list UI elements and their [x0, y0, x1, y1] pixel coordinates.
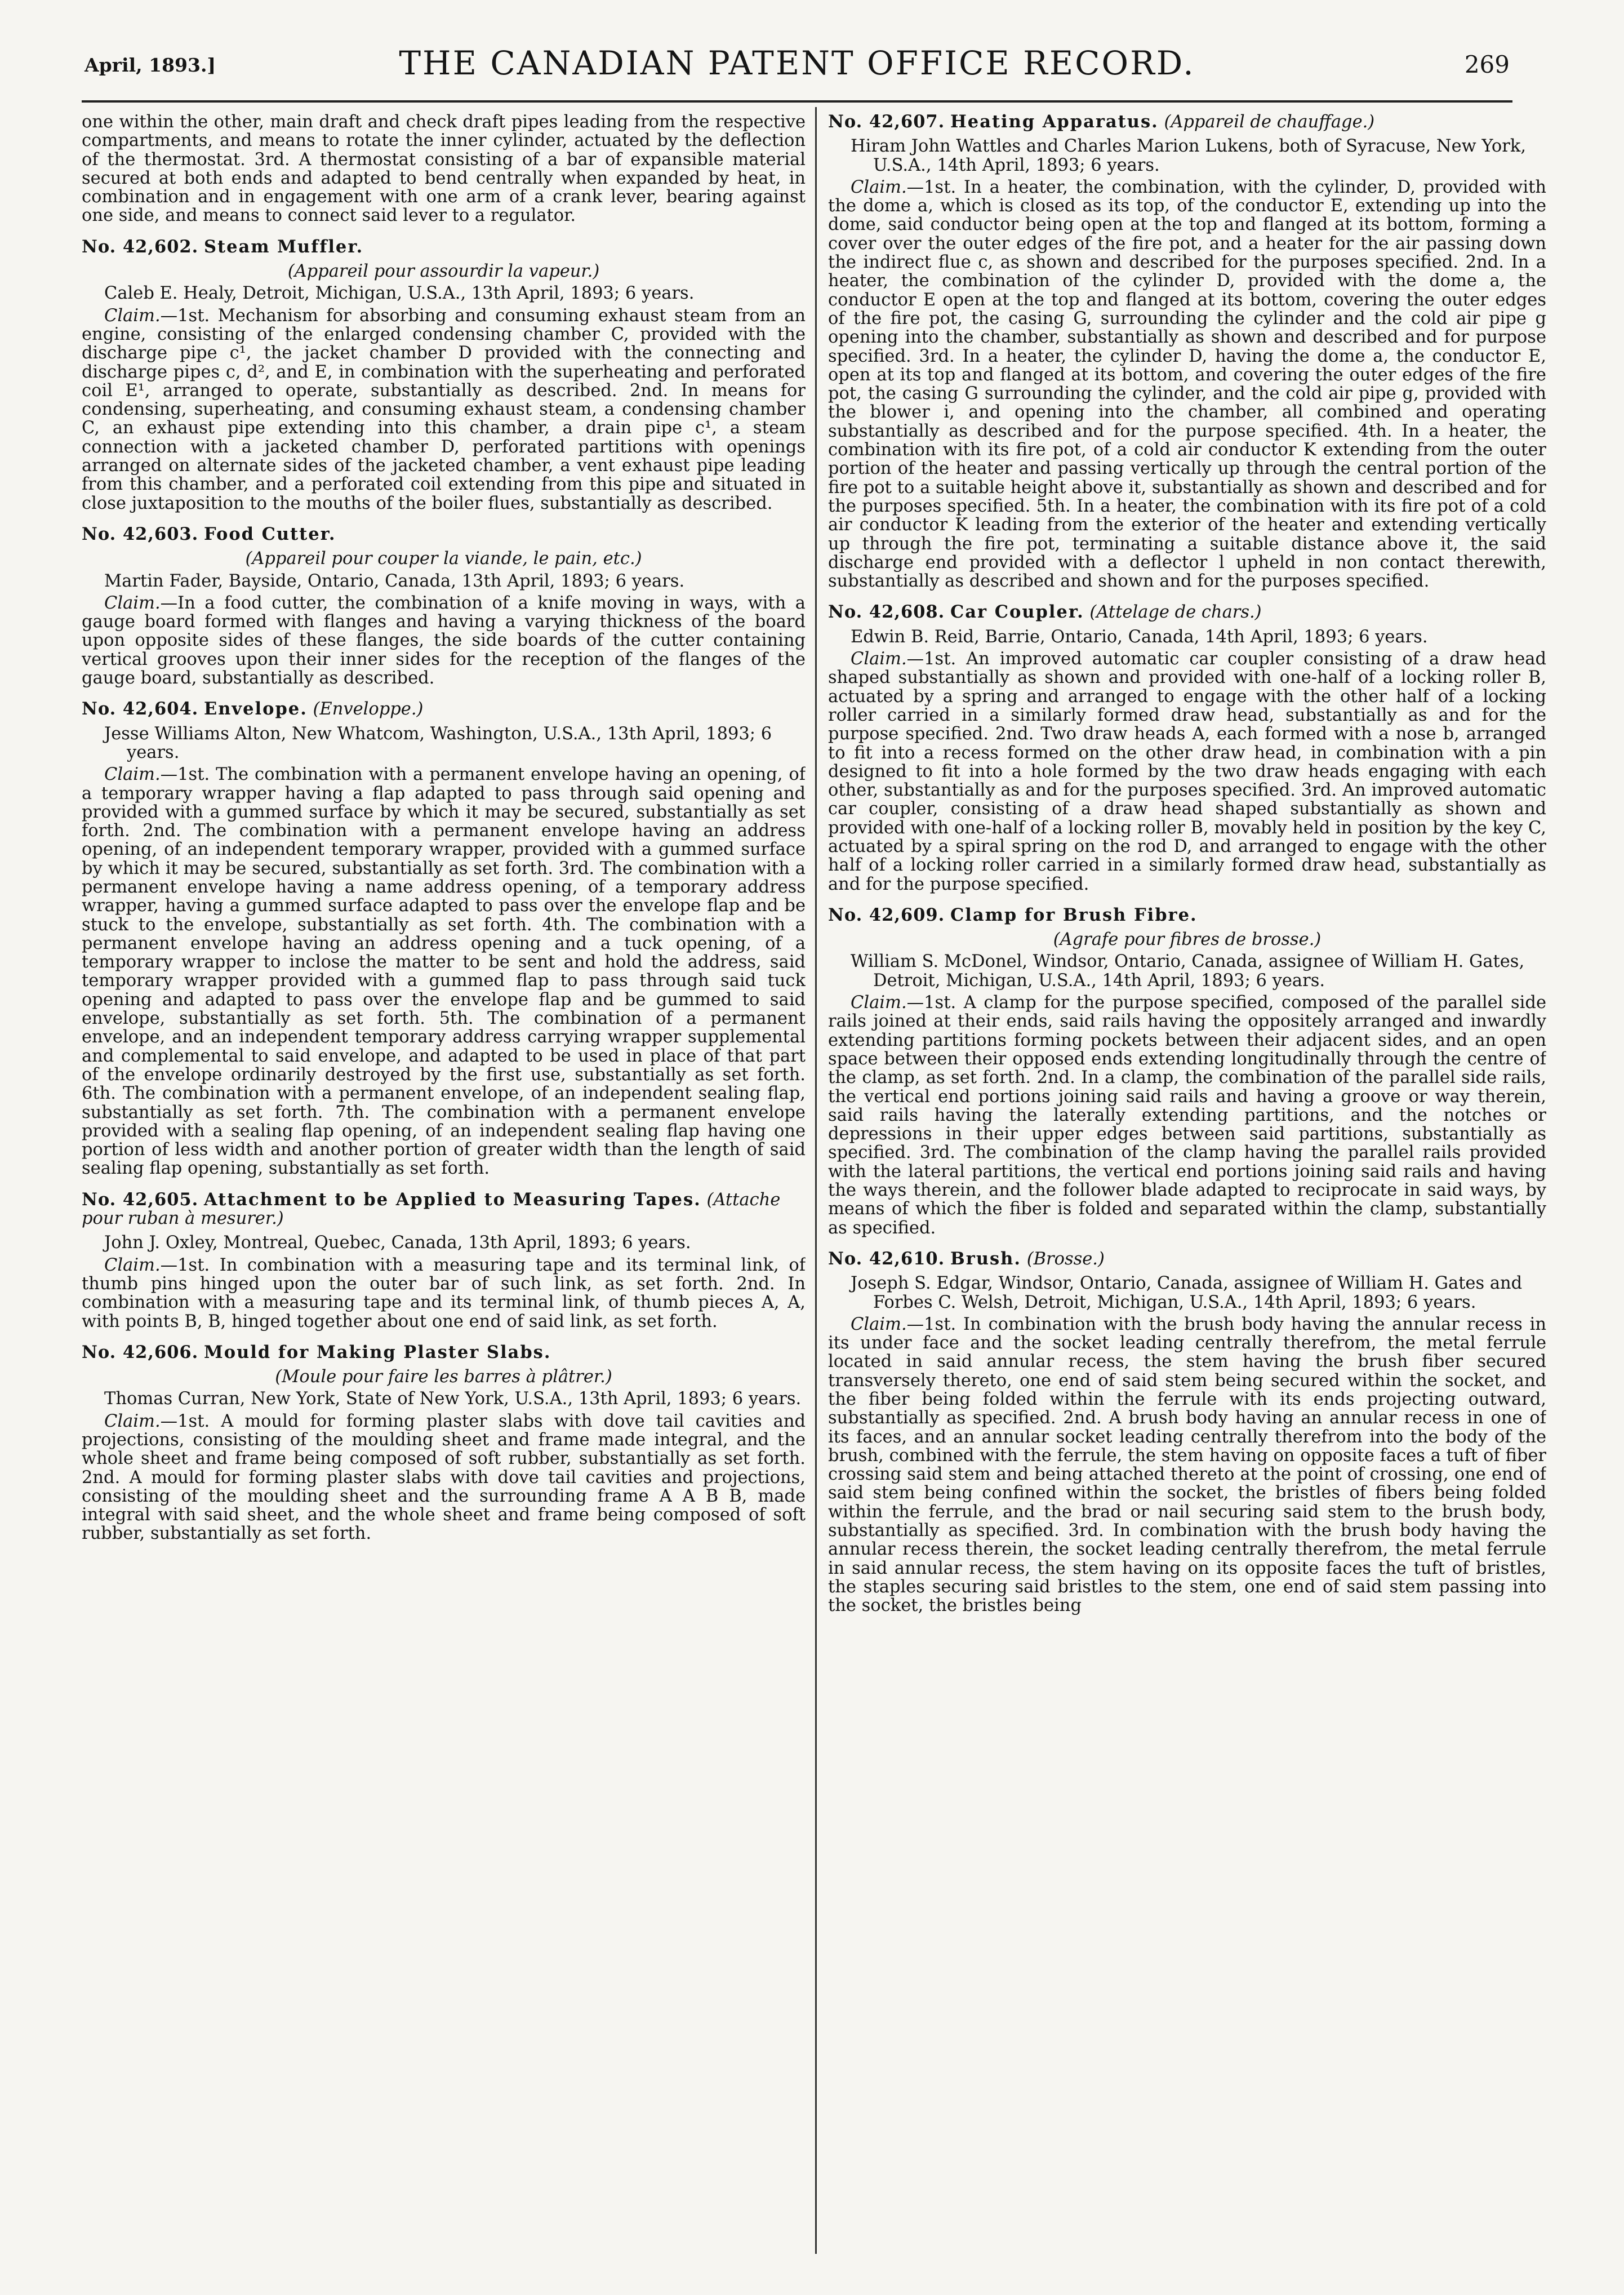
left-column: [82, 113, 806, 2254]
patent-number: No. 42,605.: [82, 1189, 199, 1210]
inventor-info: Hiram John Wattles and Charles Marion Lukens, both of Syracuse, New York, U.S.A., 14th April, 1893; 6 years.: [851, 136, 1527, 175]
entry-heading: [82, 525, 806, 544]
claim-label: Claim.: [104, 765, 161, 785]
patent-name: Food Cutter.: [203, 523, 336, 544]
entry-heading: [828, 113, 1546, 131]
column-divider: [815, 107, 817, 2254]
patent-number: No. 42,609.: [828, 904, 945, 925]
claim-text: [828, 1315, 1546, 1615]
inventor-info: Caleb E. Healy, Detroit, Michigan, U.S.A., 13th April, 1893; 6 years.: [104, 283, 695, 304]
claim-label: Claim.: [851, 649, 907, 669]
continued-claim-text: one within the other, main draft and check draft pipes leading from the respective compartments, and means to rotate the inner cylinder, actuated by the deflection of the thermostat. 3rd. A thermostat consisting of a bar of expansible material secured at both ends and adapted to bend centrally when expanded by heat, in combination and in engagement with one arm of a crank lever, bearing against one side, and means to connect said lever to a regulator.: [82, 113, 806, 226]
patent-name: Mould for Making Plaster Slabs.: [203, 1342, 551, 1362]
claim-label: Claim.: [104, 1255, 161, 1275]
patent-number: No. 42,610.: [828, 1248, 945, 1269]
patent-number: No. 42,604.: [82, 699, 199, 720]
claim-body: —1st. The combination with a permanent envelope having an opening, of a temporary wrapper having a flap adapted to pass through said opening and provided with a gummed surface by which it may be secured, substantially as set forth. 2nd. The combination with a permanent envelope having an address opening, of an independent temporary wrapper, provided with a gummed surface by which it may be secured, substantially as set forth. 3rd. The combination with a permanent envelope having a name address opening, of a temporary address wrapper, having a gummed surface adapted to pass over the envelope flap and be stuck to the envelope, substantially as set forth. 4th. The combination with a permanent envelope having an address opening and a tuck opening, of a temporary wrapper to inclose the matter to be sent and hold the address, said temporary wrapper provided with a gummed flap to pass through said tuck opening and adapted to pass over the envelope flap and be gummed to said envelope, substantially as set forth. 5th. The combination of a permanent envelope, and an independent temporary address carrying wrapper supplemental and complemental to said envelope, and adapted to be used in place of that part of the envelope ordinarily destroyed by the first use, substantially as set forth. 6th. The combination with a permanent envelope, of an independent sealing flap, substantially as set forth. 7th. The combination with a permanent envelope provided with a sealing flap opening, of an independent sealing flap having one portion of less width and another portion of greater width than the length of said sealing flap opening, substantially as set forth.: [82, 765, 806, 1179]
patent-entry-42602: [82, 238, 806, 513]
claim-label: Claim.: [104, 1411, 161, 1431]
claim-body: —1st. An improved automatic car coupler consisting of a draw head shaped substantially as shown and provided with one-half of a locking roller B, actuated by a spring and arranged to engage with the other half of a locking roller carried in a similarly formed draw head, substantially as and for the purpose specified. 2nd. Two draw heads A, each formed with a nose b, arranged to fit into a recess formed on the other draw head, in combination with a pin designed to fit into a hole formed by the two draw heads engaging with each other, substantially as and for the purposes specified. 3rd. An improved automatic car coupler, consisting of a draw head shaped substantially as shown and provided with one-half of a locking roller B, movably held in position by the key C, actuated by a spiral spring on the rod D, and arranged to engage with the other half of a locking roller carried in a similarly formed draw head, substantially as and for the purpose specified.: [828, 649, 1546, 894]
patent-name: Brush.: [950, 1248, 1021, 1269]
claim-label: Claim.: [851, 177, 907, 197]
entry-heading: [82, 1343, 806, 1362]
claim-body: —1st. In combination with the brush body having the annular recess in its under face and the socket leading centrally therefrom, the metal ferrule located in said annular recess, the stem having the brush fiber secured transversely thereto, one end of said stem being secured within the socket, and the fiber being folded within the ferrule with its ends projecting outward, substantially as specified. 2nd. A brush body having an annular recess in one of its faces, and an annular socket leading centrally therefrom into the body of the brush, combined with the ferrule, the stem having on opposite faces a tuft of fiber crossing said stem and being attached thereto at the point of crossing, one end of said stem being confined within the socket, the bristles of fibers being folded within the ferrule, and the brad or nail securing said stem to the brush body, substantially as specified. 3rd. In combination with the brush body having the annular recess therein, the socket leading centrally therefrom, the metal ferrule in said annular recess, the stem having on its opposite faces the tuft of bristles, the staples securing said bristles to the stem, one end of said stem passing into the socket, the bristles being: [828, 1314, 1546, 1616]
patent-number: No. 42,606.: [82, 1342, 199, 1362]
inventor-info: John J. Oxley, Montreal, Quebec, Canada, 13th April, 1893; 6 years.: [104, 1233, 691, 1253]
claim-text: [828, 650, 1546, 894]
french-title: (Enveloppe.): [313, 699, 424, 720]
patent-entry-42603: [82, 525, 806, 687]
claim-body: —1st. Mechanism for absorbing and consuming exhaust steam from an engine, consisting of the enlarged condensing chamber C, provided with the discharge pipe c¹, the jacket chamber D provided with the connecting and discharge pipes c, d², and E, in combination with the superheating and perforated coil E¹, arranged to operate, substantially as described. 2nd. In means for condensing, superheating, and consuming exhaust steam, a condensing chamber C, an exhaust pipe extending into this chamber, a drain pipe c¹, a steam connection with a jacketed chamber D, perforated partitions with openings arranged on alternate sides of the jacketed chamber, a vent exhaust pipe leading from this chamber, and a perforated coil extending from this pipe and situated in close juxtaposition to the mouths of the boiler flues, substantially as described.: [82, 305, 806, 513]
patent-name: Clamp for Brush Fibre.: [950, 904, 1198, 925]
entry-heading: [828, 1250, 1546, 1268]
claim-body: —1st. In combination with a measuring tape and its terminal link, of thumb pins hinged upon the outer bar of such link, as set forth. 2nd. In combination with a measuring tape and its terminal link, of thumb pieces A, A, with points B, B, hinged together about one end of said link, as set forth.: [82, 1255, 806, 1331]
inventor-info: Thomas Curran, New York, State of New York, U.S.A., 13th April, 1893; 6 years.: [104, 1389, 802, 1409]
patent-name: Attachment to be Applied to Measuring Tapes.: [203, 1189, 701, 1210]
claim-text: [82, 594, 806, 687]
right-column: [828, 113, 1546, 2254]
patent-name: Heating Apparatus.: [950, 113, 1159, 132]
claim-label: Claim.: [104, 593, 161, 613]
claim-body: —1st. In a heater, the combination, with the cylinder, D, provided with the dome a, which is closed as its top, of the conductor E, extending up into the dome, said conductor being open at the top and flanged at its bottom, forming a cover over the outer edges of the fire pot, and a heater for the air passing down the indirect flue c, as shown and described for the purposes specified. 2nd. In a heater, the combination of the cylinder D, provided with the dome a, the conductor E open at the top and flanged at its bottom, covering the outer edges of the fire pot, the casing G, surrounding the cylinder and the cold air pipe g opening into the chamber, substantially as shown and described and for purpose specified. 3rd. In a heater, the cylinder D, having the dome a, the conductor E, open at its top and flanged at its bottom, and covering the outer edges of the fire pot, the casing G surrounding the cylinder, and the cold air pipe g, provided with the blower i, and opening into the chamber, all combined and operating substantially as described and for the purpose specified. 4th. In a heater, the combination with its fire pot, of a cold air conductor K extending from the outer portion of the heater and passing vertically up through the central portion of the fire pot to a suitable height above it, substantially as shown and described and for the purposes specified. 5th. In a heater, the combination with its fire pot of a cold air conductor K leading from the exterior of the heater and extending vertically up through the fire pot, terminating a suitable distance above it, the said discharge end provided with a deflector l upheld in non contact therewith, substantially as described and shown and for the purposes specified.: [828, 177, 1546, 592]
patent-entry-42605: [82, 1191, 806, 1331]
entry-heading: [828, 603, 1546, 622]
patent-number: No. 42,608.: [828, 602, 945, 623]
publication-title: THE CANADIAN PATENT OFFICE RECORD.: [399, 44, 1195, 82]
patent-name: Steam Muffler.: [203, 236, 364, 257]
entry-heading: [82, 238, 806, 256]
patent-number: No. 42,607.: [828, 113, 945, 132]
claim-text: [828, 993, 1546, 1237]
french-title: (Brosse.): [1026, 1249, 1105, 1269]
claim-label: Claim.: [851, 993, 907, 1013]
french-title: (Appareil pour assourdir la vapeur.): [287, 261, 600, 282]
claim-label: Claim.: [104, 305, 161, 326]
french-title: (Attache pour ruban à mesurer.): [82, 1189, 781, 1229]
claim-body: —1st. A clamp for the purpose specified, composed of the parallel side rails joined at their ends, said rails having the oppositely arranged and inwardly extending partitions forming pockets between their adjacent sides, and an open space between their opposed ends extending longitudinally through the centre of the clamp, as set forth. 2nd. In a clamp, the combination of the parallel side rails, the vertical end portions joining said rails and having a groove or way therein, said rails having the laterally extending partitions, and the notches or depressions in their upper edges between said partitions, substantially as specified. 3rd. The combination of the clamp having the parallel rails provided with the lateral partitions, the vertical end portions joining said rails and having the ways therein, and the follower blade adapted to reciprocate in said ways, by means of which the fiber is folded and separated within the clamp, substantially as specified.: [828, 993, 1546, 1238]
claim-text: [82, 307, 806, 513]
claim-text: [828, 178, 1546, 591]
inventor-info: Joseph S. Edgar, Windsor, Ontario, Canada, assignee of William H. Gates and Forbes C. Welsh, Detroit, Michigan, U.S.A., 14th April, 1893; 6 years.: [851, 1273, 1523, 1312]
patent-number: No. 42,602.: [82, 236, 199, 257]
patent-name: Envelope.: [203, 699, 308, 720]
inventor-info: Edwin B. Reid, Barrie, Ontario, Canada, 14th April, 1893; 6 years.: [851, 627, 1428, 647]
patent-name: Car Coupler.: [950, 602, 1084, 623]
patent-entry-42609: [828, 906, 1546, 1237]
claim-text: [82, 1412, 806, 1543]
patent-entry-42606: [82, 1343, 806, 1543]
page-number: 269: [1464, 51, 1510, 78]
french-title: (Attelage de chars.): [1089, 602, 1262, 623]
claim-text: [82, 1256, 806, 1331]
french-title: (Appareil de chauffage.): [1164, 113, 1375, 132]
french-title: (Appareil pour couper la viande, le pain, etc.): [245, 549, 642, 569]
issue-date: April, 1893.]: [84, 54, 216, 76]
patent-entry-42604: [82, 700, 806, 1178]
claim-body: —1st. A mould for forming plaster slabs with dove tail cavities and projections, consisting of the moulding sheet and frame made integral, and the whole sheet and frame being composed of soft rubber, substantially as set forth. 2nd. A mould for forming plaster slabs with dove tail cavities and projections, consisting of the moulding sheet and the surrounding frame A A B B, made integral with said sheet, and the whole sheet and frame being composed of soft rubber, substantially as set forth.: [82, 1411, 806, 1544]
inventor-info: William S. McDonel, Windsor, Ontario, Canada, assignee of William H. Gates, Detroit, Michigan, U.S.A., 14th April, 1893; 6 years.: [851, 952, 1525, 991]
french-title: (Agrafe pour fibres de brosse.): [1053, 930, 1322, 950]
patent-entry-42608: [828, 603, 1546, 893]
claim-label: Claim.: [851, 1314, 907, 1334]
claim-body: —In a food cutter, the combination of a knife moving in ways, with a gauge board formed with flanges and having a varying thickness of the board upon opposite sides of these flanges, the side boards of the cutter containing vertical grooves upon their inner sides for the reception of the flanges of the gauge board, substantially as described.: [82, 593, 806, 689]
patent-entry-42610: [828, 1250, 1546, 1615]
entry-heading: [828, 906, 1546, 925]
patent-entry-42607: [828, 113, 1546, 591]
inventor-info: Martin Fader, Bayside, Ontario, Canada, 13th April, 1893; 6 years.: [104, 571, 685, 591]
french-title: (Moule pour faire les barres à plâtrer.): [275, 1367, 612, 1387]
page-header: [84, 44, 1510, 106]
entry-heading: [82, 700, 806, 718]
claim-text: [82, 765, 806, 1178]
patent-number: No. 42,603.: [82, 523, 199, 544]
entry-heading: [82, 1191, 806, 1228]
inventor-info: Jesse Williams Alton, New Whatcom, Washington, U.S.A., 13th April, 1893; 6 years.: [104, 723, 772, 762]
header-rule: [82, 100, 1512, 103]
